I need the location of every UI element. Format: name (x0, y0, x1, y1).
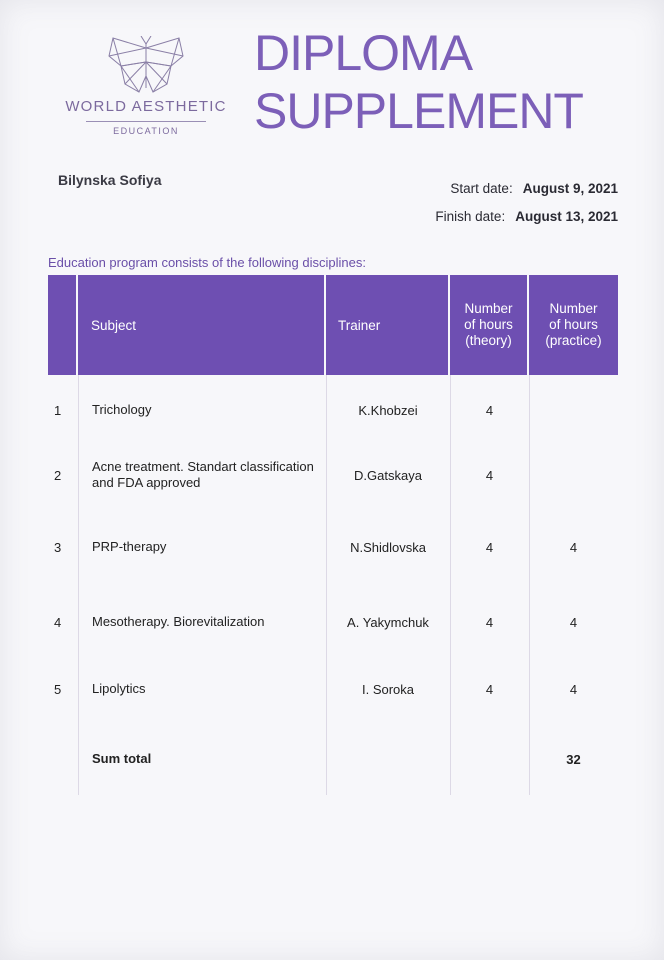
row-trainer: I. Soroka (361, 681, 415, 697)
page-title (254, 24, 583, 140)
row-trainer: K.Khobzei (358, 402, 418, 418)
start-date-label: Start date: (450, 180, 513, 196)
table-row (48, 505, 618, 589)
total-label: Sum total (92, 751, 152, 766)
finish-date-row (435, 202, 618, 230)
table-row (48, 445, 618, 505)
row-practice-hours: 4 (569, 614, 578, 630)
start-date-row (435, 174, 618, 202)
finish-date-label: Finish date: (435, 208, 506, 224)
date-block (435, 174, 618, 230)
header-theory (450, 275, 529, 375)
student-name: Bilynska Sofiya (58, 172, 162, 188)
header-index (48, 275, 78, 375)
disciplines-table (48, 275, 618, 795)
row-practice-hours: 4 (569, 681, 578, 697)
row-theory-hours: 4 (485, 539, 494, 555)
table-header (48, 275, 618, 375)
header-subject: Subject (78, 275, 326, 375)
finish-date-value: August 13, 2021 (515, 208, 618, 224)
brand-divider (86, 121, 206, 122)
row-theory-hours: 4 (485, 467, 494, 483)
row-subject: Lipolytics (92, 681, 146, 696)
brand-subtitle: EDUCATION (113, 126, 179, 136)
table-row (48, 375, 618, 445)
header-practice-line: Number (549, 301, 598, 316)
butterfly-icon (107, 36, 185, 94)
row-trainer: D.Gatskaya (354, 467, 422, 483)
program-intro: Education program consists of the following disciplines: (48, 255, 366, 270)
row-theory-hours: 4 (485, 681, 494, 697)
row-trainer: A. Yakymchuk (347, 614, 429, 630)
header-practice-line: of hours (549, 317, 598, 332)
row-subject: Trichology (92, 402, 152, 417)
brand-name: WORLD AESTHETIC (65, 98, 227, 115)
row-number: 4 (54, 614, 62, 630)
table-row (48, 589, 618, 655)
row-subject: Acne treatment. Standart classification and FDA approved (92, 459, 314, 490)
row-theory-hours: 4 (485, 402, 494, 418)
row-subject: PRP-therapy (92, 539, 167, 554)
header-theory-line: (theory) (465, 333, 512, 348)
row-trainer: N.Shidlovska (350, 539, 426, 555)
row-practice-hours: 4 (569, 539, 578, 555)
header-theory-line: of hours (464, 317, 513, 332)
row-subject: Mesotherapy. Biorevitalization (92, 614, 265, 629)
total-value: 32 (566, 751, 581, 767)
title-line-1: DIPLOMA (254, 25, 473, 81)
table-total-row (48, 723, 618, 795)
table-row (48, 655, 618, 723)
start-date-value: August 9, 2021 (522, 180, 618, 196)
row-theory-hours: 4 (485, 614, 494, 630)
title-line-2: SUPPLEMENT (254, 83, 583, 139)
brand-logo (62, 36, 230, 136)
header-theory-line: Number (464, 301, 513, 316)
row-number: 2 (54, 467, 62, 483)
header-trainer: Trainer (326, 275, 450, 375)
header-practice-line: (practice) (545, 333, 602, 348)
row-number: 5 (54, 681, 62, 697)
row-number: 3 (54, 539, 62, 555)
header-practice (529, 275, 618, 375)
row-number: 1 (54, 402, 62, 418)
